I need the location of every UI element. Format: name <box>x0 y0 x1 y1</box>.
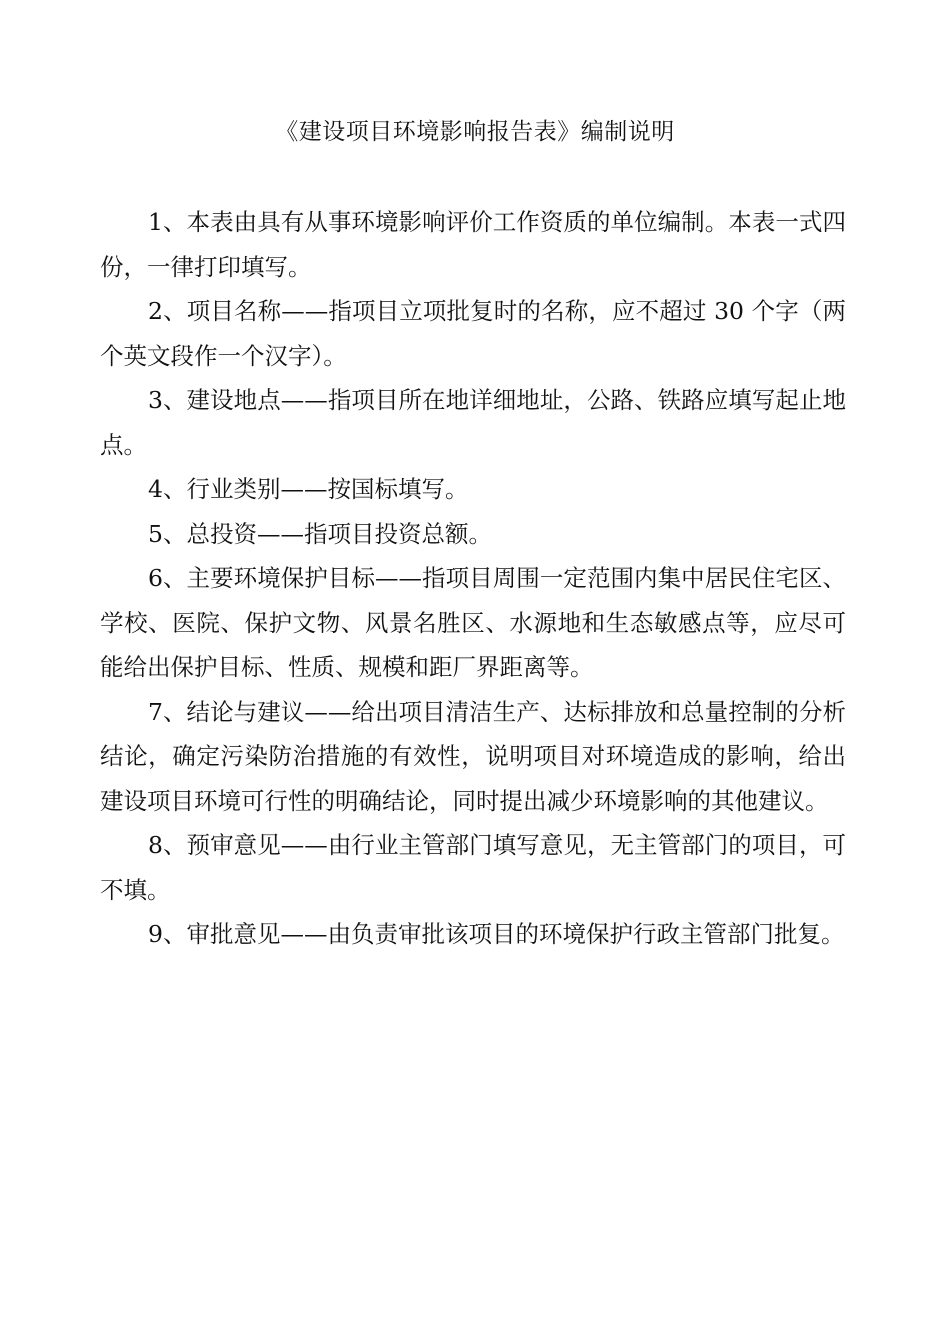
instruction-item-1: 1、本表由具有从事环境影响评价工作资质的单位编制。本表一式四份，一律打印填写。 <box>100 208 846 281</box>
instruction-item-3: 3、建设地点——指项目所在地详细地址，公路、铁路应填写起止地点。 <box>100 386 846 459</box>
instruction-item-9: 9、审批意见——由负责审批该项目的环境保护行政主管部门批复。 <box>148 920 845 948</box>
instruction-item-5: 5、总投资——指项目投资总额。 <box>148 519 492 548</box>
instruction-item-4: 4、行业类别——按国标填写。 <box>148 475 469 503</box>
instruction-item-6: 6、主要环境保护目标——指项目周围一定范围内集中居民住宅区、学校、医院、保护文物、风景名胜区、水源地和生态敏感点等，应尽可能给出保护目标、性质、规模和距厂界距离等。 <box>100 564 846 681</box>
document-title: 《建设项目环境影响报告表》编制说明 <box>275 119 675 145</box>
instructions-list <box>100 200 846 957</box>
instruction-item-8: 8、预审意见——由行业主管部门填写意见，无主管部门的项目，可不填。 <box>100 831 846 904</box>
instruction-item-2: 2、项目名称——指项目立项批复时的名称，应不超过 30 个字（两个英文段作一个汉字）。 <box>100 297 846 370</box>
instruction-item-7: 7、结论与建议——给出项目清洁生产、达标排放和总量控制的分析结论，确定污染防治措施的有效性，说明项目对环境造成的影响，给出建设项目环境可行性的明确结论，同时提出减少环境影响的其他建议。 <box>100 697 846 815</box>
